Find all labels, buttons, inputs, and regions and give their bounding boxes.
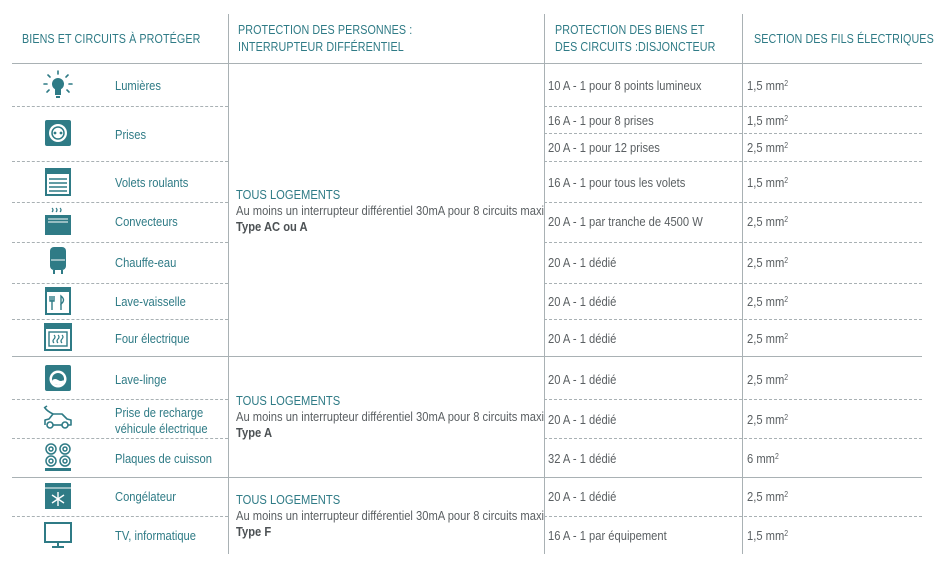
item-label-volets: Volets roulants: [115, 175, 189, 190]
section-tv: [747, 528, 788, 544]
socket-icon: [43, 118, 73, 148]
section-exponent: 2: [784, 79, 789, 88]
header-col-biens-line2: DES CIRCUITS :DISJONCTEUR: [555, 40, 716, 54]
oven-icon: [43, 322, 73, 352]
section-value: 2,5 mm: [747, 372, 785, 387]
section-value: 1,5 mm: [747, 78, 785, 93]
convector-icon: [43, 206, 73, 236]
group-title: TOUS LOGEMENTS: [236, 187, 341, 202]
section-exponent: 2: [784, 490, 789, 499]
breaker-convecteurs: 20 A - 1 par tranche de 4500 W: [548, 214, 703, 229]
breaker-volets: 16 A - 1 pour tous les volets: [548, 175, 686, 190]
item-label-recharge-line2: véhicule électrique: [115, 420, 208, 436]
breaker-chauffe-eau: 20 A - 1 dédié: [548, 255, 617, 270]
section-lave-linge: [747, 372, 788, 388]
section-exponent: 2: [784, 141, 789, 150]
item-label-lave-linge: Lave-linge: [115, 372, 167, 387]
item-label-congelateur: Congélateur: [115, 489, 176, 504]
section-value: 2,5 mm: [747, 331, 785, 346]
washing-machine-icon: [43, 363, 73, 393]
item-label-four: Four électrique: [115, 331, 190, 346]
group-type: Type AC ou A: [236, 219, 308, 234]
group-protection-3: [236, 492, 544, 540]
row-divider: [544, 133, 922, 134]
header-col-personnes-line1: PROTECTION DES PERSONNES :: [238, 23, 413, 37]
section-value: 6 mm: [747, 451, 775, 466]
breaker-recharge: 20 A - 1 dédié: [548, 412, 617, 427]
group-rule: [12, 356, 922, 357]
group-description: Au moins un interrupteur différentiel 30mA pour 8 circuits maxi: [236, 203, 545, 218]
item-label-lumieres: Lumières: [115, 78, 161, 93]
lightbulb-icon: [43, 70, 73, 100]
group-type: Type A: [236, 425, 273, 440]
section-convecteurs: [747, 214, 788, 230]
row-divider: [12, 438, 228, 439]
row-divider: [12, 106, 228, 107]
section-value: 2,5 mm: [747, 489, 785, 504]
item-label-lave-vaisselle: Lave-vaisselle: [115, 294, 186, 309]
header-col-biens: [555, 22, 715, 56]
row-divider: [12, 161, 228, 162]
cooktop-icon: [43, 442, 73, 472]
item-label-tv: TV, informatique: [115, 528, 197, 543]
row-divider: [544, 319, 922, 320]
section-congelateur: [747, 489, 788, 505]
section-value: 2,5 mm: [747, 255, 785, 270]
row-divider: [544, 106, 922, 107]
section-exponent: 2: [784, 373, 789, 382]
breaker-lave-linge: 20 A - 1 dédié: [548, 372, 617, 387]
header-col-biens-line1: PROTECTION DES BIENS ET: [555, 23, 705, 37]
section-value: 1,5 mm: [747, 528, 785, 543]
breaker-prises-20a: 20 A - 1 pour 12 prises: [548, 140, 660, 155]
row-divider: [544, 399, 922, 400]
row-divider: [544, 242, 922, 243]
header-col-personnes: [238, 22, 412, 56]
item-label-prises: Prises: [115, 127, 147, 142]
row-divider: [12, 319, 228, 320]
row-divider: [12, 399, 228, 400]
row-divider: [544, 161, 922, 162]
group-protection-2: [236, 393, 544, 441]
group-protection-1: [236, 187, 544, 235]
section-prises-16a: [747, 113, 788, 129]
group-title: TOUS LOGEMENTS: [236, 492, 341, 507]
item-label-chauffe-eau: Chauffe-eau: [115, 255, 177, 270]
section-volets: [747, 175, 788, 191]
breaker-lumieres: 10 A - 1 pour 8 points lumineux: [548, 78, 702, 93]
freezer-icon: [43, 481, 73, 511]
breaker-prises-16a: 16 A - 1 pour 8 prises: [548, 113, 654, 128]
section-value: 2,5 mm: [747, 140, 785, 155]
column-divider: [742, 14, 743, 554]
item-label-recharge: [115, 405, 208, 436]
section-chauffe-eau: [747, 255, 788, 271]
section-exponent: 2: [784, 256, 789, 265]
section-value: 2,5 mm: [747, 214, 785, 229]
row-divider: [544, 202, 922, 203]
section-plaques: [747, 451, 779, 467]
group-title: TOUS LOGEMENTS: [236, 393, 341, 408]
row-divider: [12, 242, 228, 243]
section-lave-vaisselle: [747, 294, 788, 310]
group-description: Au moins un interrupteur différentiel 30mA pour 8 circuits maxi: [236, 409, 545, 424]
group-rule: [12, 477, 922, 478]
section-four: [747, 331, 788, 347]
section-exponent: 2: [784, 413, 789, 422]
row-divider: [544, 283, 922, 284]
section-value: 2,5 mm: [747, 294, 785, 309]
row-divider: [544, 438, 922, 439]
item-label-convecteurs: Convecteurs: [115, 214, 178, 229]
breaker-tv: 16 A - 1 par équipement: [548, 528, 667, 543]
item-label-recharge-line1: Prise de recharge: [115, 405, 204, 420]
row-divider: [12, 516, 228, 517]
header-col-items: BIENS ET CIRCUITS À PROTÉGER: [22, 32, 201, 46]
section-prises-20a: [747, 140, 788, 156]
column-divider: [228, 14, 229, 554]
section-lumieres: [747, 78, 788, 94]
section-exponent: 2: [784, 215, 789, 224]
group-type: Type F: [236, 524, 272, 539]
dishwasher-icon: [43, 286, 73, 316]
row-divider: [544, 516, 922, 517]
shutter-icon: [43, 167, 73, 197]
section-exponent: 2: [784, 332, 789, 341]
electric-car-icon: [43, 404, 73, 434]
breaker-four: 20 A - 1 dédié: [548, 331, 617, 346]
section-exponent: 2: [784, 176, 789, 185]
section-exponent: 2: [784, 529, 789, 538]
water-heater-icon: [43, 245, 73, 275]
section-exponent: 2: [784, 295, 789, 304]
section-recharge: [747, 412, 788, 428]
row-divider: [12, 283, 228, 284]
section-exponent: 2: [774, 452, 779, 461]
breaker-lave-vaisselle: 20 A - 1 dédié: [548, 294, 617, 309]
section-value: 1,5 mm: [747, 175, 785, 190]
item-label-plaques: Plaques de cuisson: [115, 451, 212, 466]
group-description: Au moins un interrupteur différentiel 30mA pour 8 circuits maxi: [236, 508, 545, 523]
section-value: 2,5 mm: [747, 412, 785, 427]
header-col-section: SECTION DES FILS ÉLECTRIQUES: [754, 32, 934, 46]
tv-icon: [43, 520, 73, 550]
section-exponent: 2: [784, 114, 789, 123]
breaker-congelateur: 20 A - 1 dédié: [548, 489, 617, 504]
header-rule: [12, 63, 922, 64]
breaker-plaques: 32 A - 1 dédié: [548, 451, 617, 466]
column-divider: [544, 14, 545, 554]
row-divider: [12, 202, 228, 203]
section-value: 1,5 mm: [747, 113, 785, 128]
header-col-personnes-line2: INTERRUPTEUR DIFFÉRENTIEL: [238, 40, 404, 54]
